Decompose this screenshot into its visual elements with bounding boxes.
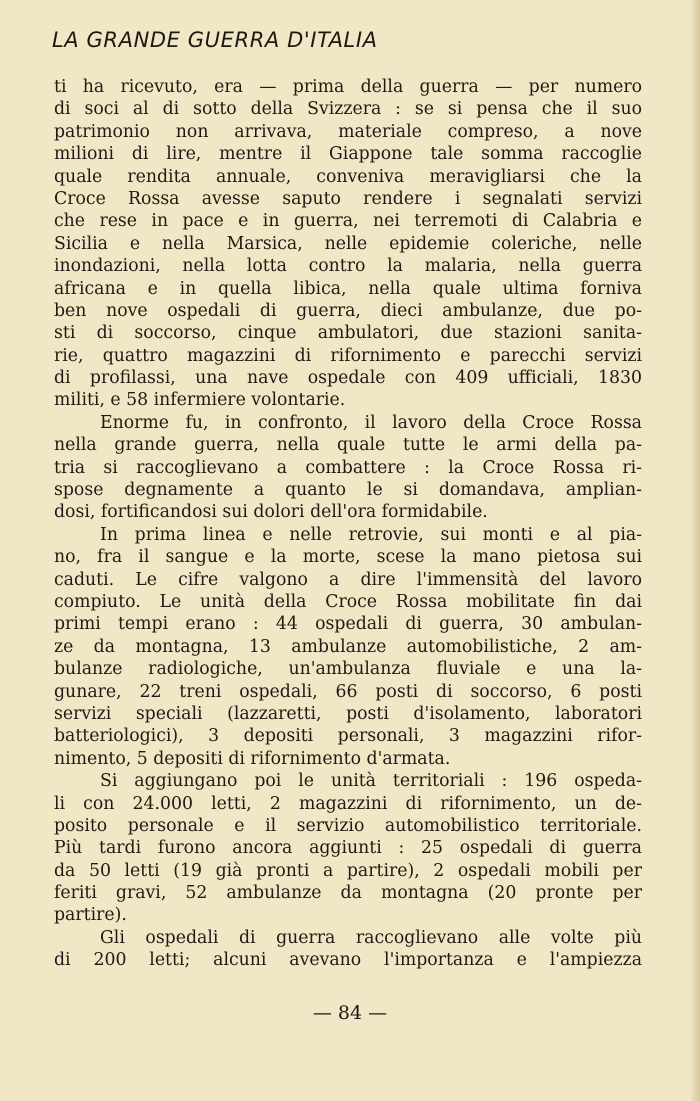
text-line: batteriologici), 3 depositi personali, 3 magazzini rifor-: [54, 726, 642, 747]
text-line: Enorme fu, in confronto, il lavoro della Croce Rossa: [100, 412, 642, 433]
text-line: Più tardi furono ancora aggiunti : 25 ospedali di guerra: [54, 838, 642, 859]
text-line: gunare, 22 treni ospedali, 66 posti di soccorso, 6 posti: [54, 681, 642, 702]
text-line: di soci al di sotto della Svizzera : se si pensa che il suo: [54, 99, 642, 120]
page-number: — 84 —: [312, 1002, 388, 1024]
text-line: compiuto. Le unità della Croce Rossa mobilitate fin dai: [54, 591, 642, 612]
text-line: rie, quattro magazzini di rifornimento e parecchi servizi: [54, 345, 642, 366]
text-line: Gli ospedali di guerra raccoglievano alle volte più: [100, 927, 642, 948]
text-line: Si aggiungano poi le unità territoriali : 196 ospeda-: [100, 771, 642, 792]
text-line: africana e in quella libica, nella quale ultima forniva: [54, 278, 642, 299]
running-title: LA GRANDE GUERRA D'ITALIA: [52, 28, 378, 52]
text-line: milioni di lire, mentre il Giappone tale somma raccoglie: [54, 144, 642, 165]
text-line: nimento, 5 depositi di rifornimento d'armata.: [54, 748, 451, 769]
paragraph: [54, 524, 642, 770]
text-line: spose degnamente a quanto le si domandava, amplian-: [54, 480, 642, 501]
text-line: servizi speciali (lazzaretti, posti d'isolamento, laboratori: [54, 703, 642, 724]
text-line: primi tempi erano : 44 ospedali di guerra, 30 ambulan-: [54, 614, 642, 635]
text-line: ben nove ospedali di guerra, dieci ambulanze, due po-: [54, 300, 642, 321]
text-line: che rese in pace e in guerra, nei terremoti di Calabria e: [54, 211, 642, 232]
text-line: nella grande guerra, nella quale tutte le armi della pa-: [54, 435, 642, 456]
text-line: no, fra il sangue e la morte, scese la mano pietosa sui: [54, 547, 642, 568]
text-line: posito personale e il servizio automobilistico territoriale.: [54, 815, 642, 836]
text-line: feriti gravi, 52 ambulanze da montagna (20 pronte per: [54, 883, 642, 904]
text-line: di 200 letti; alcuni avevano l'importanza e l'ampiezza: [54, 950, 642, 971]
text-line: ti ha ricevuto, era — prima della guerra — per numero: [54, 77, 642, 97]
text-line: tria si raccoglievano a combattere : la Croce Rossa ri-: [54, 457, 642, 478]
text-line: li con 24.000 letti, 2 magazzini di rifornimento, un de-: [54, 793, 642, 814]
text-line: quale rendita annuale, conveniva meravigliarsi che la: [54, 166, 642, 187]
body-text: [54, 76, 642, 972]
text-line: Sicilia e nella Marsica, nelle epidemie coleriche, nelle: [54, 233, 642, 254]
paragraph: [54, 770, 642, 927]
paragraph: [54, 412, 642, 524]
paragraph: [54, 927, 642, 972]
text-line: Croce Rossa avesse saputo rendere i segnalati servizi: [54, 188, 642, 209]
text-line: inondazioni, nella lotta contro la malaria, nella guerra: [54, 256, 642, 277]
text-line: dosi, fortificandosi sui dolori dell'ora formidabile.: [54, 502, 488, 523]
paragraph: [54, 76, 642, 412]
text-line: da 50 letti (19 già pronti a partire), 2 ospedali mobili per: [54, 860, 642, 881]
text-line: partire).: [54, 905, 127, 926]
text-line: ze da montagna, 13 ambulanze automobilistiche, 2 am-: [54, 636, 642, 657]
text-line: di profilassi, una nave ospedale con 409 ufficiali, 1830: [54, 368, 642, 389]
text-line: patrimonio non arrivava, materiale compreso, a nove: [54, 121, 642, 142]
text-line: caduti. Le cifre valgono a dire l'immensità del lavoro: [54, 569, 642, 590]
text-line: In prima linea e nelle retrovie, sui monti e al pia-: [100, 524, 642, 545]
text-line: sti di soccorso, cinque ambulatori, due stazioni sanita-: [54, 323, 642, 344]
text-line: militi, e 58 infermiere volontarie.: [54, 390, 346, 411]
page-edge-shadow: [690, 0, 700, 1101]
text-line: bulanze radiologiche, un'ambulanza fluviale e una la-: [54, 659, 642, 680]
